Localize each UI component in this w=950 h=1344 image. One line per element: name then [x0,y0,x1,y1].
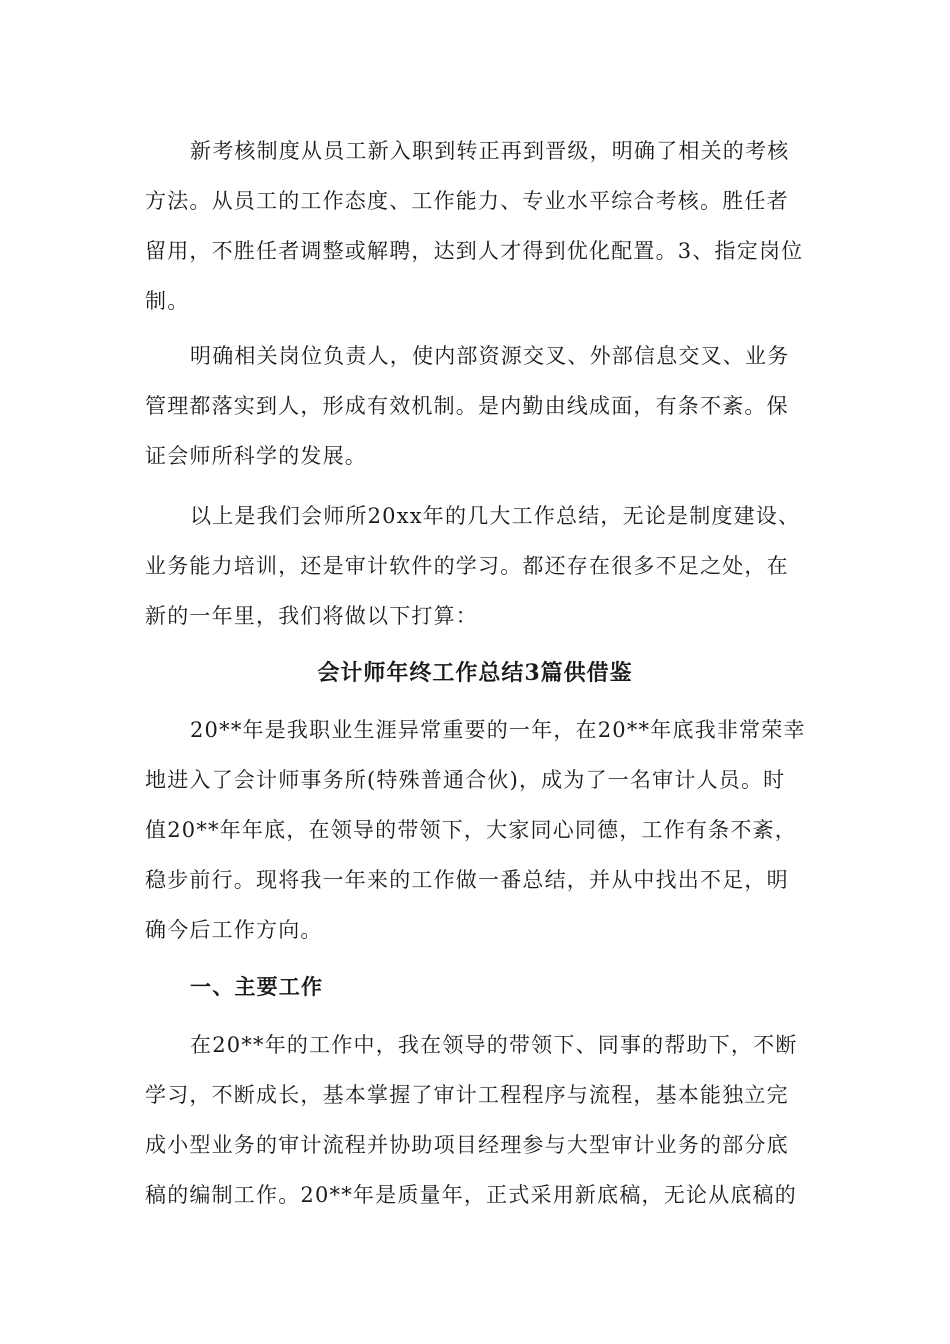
paragraph-line: 证会师所科学的发展。 [145,444,367,468]
paragraph-line: 管理都落实到人，形成有效机制。是内勤由线成面，有条不紊。保 [145,394,789,418]
paragraph-line: 值20**年年底，在领导的带领下，大家同心同德，工作有条不紊， [145,818,797,842]
paragraph-line: 稳步前行。现将我一年来的工作做一番总结，并从中找出不足，明 [145,868,789,892]
paragraph-line: 以上是我们会师所20xx年的几大工作总结，无论是制度建设、 [190,504,801,528]
subheading: 一、主要工作 [190,974,324,999]
paragraph-line: 学习，不断成长，基本掌握了审计工程程序与流程，基本能独立完 [145,1083,789,1107]
paragraph-line: 稿的编制工作。20**年是质量年，正式采用新底稿，无论从底稿的 [145,1183,797,1207]
paragraph-line: 确今后工作方向。 [145,918,323,942]
paragraph-line: 成小型业务的审计流程并协助项目经理参与大型审计业务的部分底 [145,1133,789,1157]
paragraph-line: 制。 [145,289,190,313]
paragraph-line: 新考核制度从员工新入职到转正再到晋级，明确了相关的考核 [190,139,790,163]
paragraph-line: 新的一年里，我们将做以下打算： [145,604,478,628]
section-title: 会计师年终工作总结3篇供借鉴 [317,660,633,686]
paragraph-line: 留用，不胜任者调整或解聘，达到人才得到优化配置。3、指定岗位 [145,239,804,263]
paragraph-line: 地进入了会计师事务所(特殊普通合伙)，成为了一名审计人员。时 [145,768,786,792]
paragraph-line: 20**年是我职业生涯异常重要的一年，在20**年底我非常荣幸 [190,718,806,742]
paragraph-line: 业务能力培训，还是审计软件的学习。都还存在很多不足之处，在 [145,554,789,578]
paragraph-line: 在20**年的工作中，我在领导的带领下、同事的帮助下，不断 [190,1033,798,1057]
paragraph-line: 明确相关岗位负责人，使内部资源交叉、外部信息交叉、业务 [190,344,790,368]
paragraph-line: 方法。从员工的工作态度、工作能力、专业水平综合考核。胜任者 [145,189,789,213]
